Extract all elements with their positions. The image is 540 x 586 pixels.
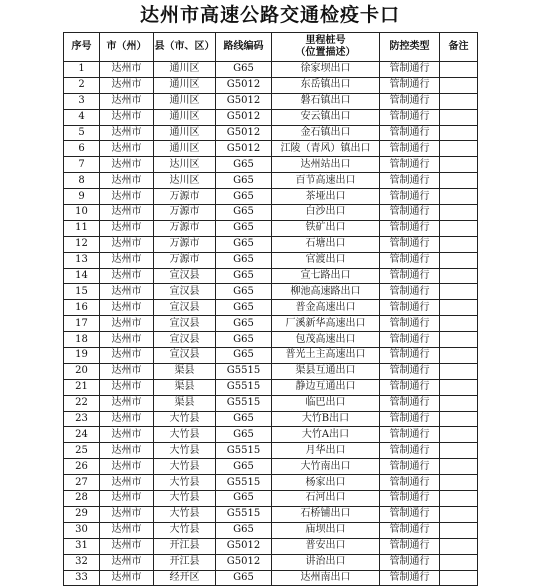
cell-no: 13 xyxy=(64,252,100,268)
cell-no: 11 xyxy=(64,220,100,236)
cell-control-type: 管制通行 xyxy=(380,554,440,570)
cell-location: 讲治出口 xyxy=(272,554,380,570)
cell-city: 达州市 xyxy=(100,538,154,554)
cell-control-type: 管制通行 xyxy=(380,459,440,475)
cell-county: 大竹县 xyxy=(154,491,216,507)
cell-control-type: 管制通行 xyxy=(380,300,440,316)
cell-city: 达州市 xyxy=(100,379,154,395)
cell-route: G65 xyxy=(216,62,272,78)
cell-note xyxy=(440,141,478,157)
cell-route: G5012 xyxy=(216,554,272,570)
cell-route: G65 xyxy=(216,316,272,332)
cell-location: 官渡出口 xyxy=(272,252,380,268)
cell-note xyxy=(440,125,478,141)
cell-note xyxy=(440,554,478,570)
cell-location: 磐石镇出口 xyxy=(272,93,380,109)
cell-control-type: 管制通行 xyxy=(380,522,440,538)
header-note: 备注 xyxy=(440,33,478,62)
table-row xyxy=(64,109,478,125)
cell-control-type: 管制通行 xyxy=(380,220,440,236)
cell-no: 14 xyxy=(64,268,100,284)
cell-no: 23 xyxy=(64,411,100,427)
cell-city: 达州市 xyxy=(100,77,154,93)
cell-city: 达州市 xyxy=(100,252,154,268)
table-row xyxy=(64,284,478,300)
cell-city: 达州市 xyxy=(100,268,154,284)
cell-location: 石桥铺出口 xyxy=(272,506,380,522)
cell-note xyxy=(440,332,478,348)
cell-no: 26 xyxy=(64,459,100,475)
cell-control-type: 管制通行 xyxy=(380,205,440,221)
cell-note xyxy=(440,77,478,93)
table-row xyxy=(64,189,478,205)
cell-note xyxy=(440,506,478,522)
cell-note xyxy=(440,316,478,332)
cell-note xyxy=(440,157,478,173)
cell-note xyxy=(440,189,478,205)
page-title: 达州市高速公路交通检疫卡口 xyxy=(139,4,400,26)
header-county: 县（市、区） xyxy=(154,33,216,62)
cell-note xyxy=(440,109,478,125)
table-row xyxy=(64,379,478,395)
table-row xyxy=(64,316,478,332)
cell-control-type: 管制通行 xyxy=(380,379,440,395)
table-row xyxy=(64,475,478,491)
table-body xyxy=(64,62,478,586)
cell-control-type: 管制通行 xyxy=(380,395,440,411)
cell-route: G5515 xyxy=(216,506,272,522)
table-row xyxy=(64,554,478,570)
cell-control-type: 管制通行 xyxy=(380,363,440,379)
cell-location: 白沙出口 xyxy=(272,205,380,221)
cell-no: 2 xyxy=(64,77,100,93)
checkpoint-table xyxy=(63,32,478,586)
cell-county: 大竹县 xyxy=(154,522,216,538)
cell-no: 7 xyxy=(64,157,100,173)
cell-control-type: 管制通行 xyxy=(380,268,440,284)
cell-location: 宣七路出口 xyxy=(272,268,380,284)
cell-control-type: 管制通行 xyxy=(380,538,440,554)
cell-route: G5012 xyxy=(216,77,272,93)
cell-no: 33 xyxy=(64,570,100,586)
cell-city: 达州市 xyxy=(100,173,154,189)
cell-note xyxy=(440,268,478,284)
table-row xyxy=(64,141,478,157)
cell-county: 达川区 xyxy=(154,157,216,173)
cell-route: G5012 xyxy=(216,125,272,141)
header-no: 序号 xyxy=(64,33,100,62)
cell-control-type: 管制通行 xyxy=(380,491,440,507)
cell-route: G65 xyxy=(216,522,272,538)
cell-county: 通川区 xyxy=(154,77,216,93)
cell-route: G5515 xyxy=(216,363,272,379)
cell-control-type: 管制通行 xyxy=(380,252,440,268)
cell-route: G5515 xyxy=(216,443,272,459)
cell-no: 3 xyxy=(64,93,100,109)
cell-county: 宣汉县 xyxy=(154,284,216,300)
cell-note xyxy=(440,284,478,300)
cell-county: 宣汉县 xyxy=(154,316,216,332)
table-row xyxy=(64,411,478,427)
cell-note xyxy=(440,570,478,586)
cell-city: 达州市 xyxy=(100,459,154,475)
cell-no: 28 xyxy=(64,491,100,507)
cell-location: 大竹A出口 xyxy=(272,427,380,443)
header-row xyxy=(64,33,478,62)
cell-route: G65 xyxy=(216,205,272,221)
cell-location: 大竹B出口 xyxy=(272,411,380,427)
cell-note xyxy=(440,93,478,109)
cell-route: G5515 xyxy=(216,379,272,395)
table-row xyxy=(64,395,478,411)
cell-county: 宣汉县 xyxy=(154,300,216,316)
table-row xyxy=(64,236,478,252)
table-row xyxy=(64,506,478,522)
cell-note xyxy=(440,443,478,459)
table-row xyxy=(64,268,478,284)
cell-city: 达州市 xyxy=(100,236,154,252)
cell-note xyxy=(440,538,478,554)
table-row xyxy=(64,427,478,443)
cell-city: 达州市 xyxy=(100,363,154,379)
cell-county: 万源市 xyxy=(154,205,216,221)
cell-county: 达川区 xyxy=(154,173,216,189)
cell-county: 通川区 xyxy=(154,141,216,157)
cell-control-type: 管制通行 xyxy=(380,443,440,459)
table-row xyxy=(64,443,478,459)
cell-control-type: 管制通行 xyxy=(380,411,440,427)
cell-location: 石河出口 xyxy=(272,491,380,507)
cell-route: G65 xyxy=(216,300,272,316)
cell-location: 普安出口 xyxy=(272,538,380,554)
cell-county: 渠县 xyxy=(154,363,216,379)
table-header xyxy=(64,33,478,62)
cell-county: 通川区 xyxy=(154,125,216,141)
cell-note xyxy=(440,522,478,538)
cell-route: G5012 xyxy=(216,141,272,157)
cell-no: 17 xyxy=(64,316,100,332)
cell-location: 铁矿出口 xyxy=(272,220,380,236)
cell-note xyxy=(440,205,478,221)
cell-city: 达州市 xyxy=(100,411,154,427)
header-location-line1: 里程桩号 xyxy=(305,35,346,46)
cell-city: 达州市 xyxy=(100,109,154,125)
cell-note xyxy=(440,395,478,411)
cell-city: 达州市 xyxy=(100,300,154,316)
cell-no: 22 xyxy=(64,395,100,411)
cell-location: 达州站出口 xyxy=(272,157,380,173)
cell-control-type: 管制通行 xyxy=(380,62,440,78)
cell-no: 4 xyxy=(64,109,100,125)
cell-location: 临巴出口 xyxy=(272,395,380,411)
cell-route: G65 xyxy=(216,284,272,300)
cell-control-type: 管制通行 xyxy=(380,141,440,157)
cell-county: 大竹县 xyxy=(154,427,216,443)
cell-note xyxy=(440,173,478,189)
cell-note xyxy=(440,220,478,236)
cell-no: 10 xyxy=(64,205,100,221)
cell-no: 20 xyxy=(64,363,100,379)
cell-county: 大竹县 xyxy=(154,475,216,491)
cell-note xyxy=(440,300,478,316)
cell-city: 达州市 xyxy=(100,189,154,205)
cell-no: 12 xyxy=(64,236,100,252)
cell-note xyxy=(440,379,478,395)
cell-city: 达州市 xyxy=(100,443,154,459)
cell-city: 达州市 xyxy=(100,475,154,491)
cell-city: 达州市 xyxy=(100,395,154,411)
cell-route: G5012 xyxy=(216,538,272,554)
table-row xyxy=(64,491,478,507)
table-row xyxy=(64,125,478,141)
cell-county: 开江县 xyxy=(154,538,216,554)
cell-control-type: 管制通行 xyxy=(380,570,440,586)
cell-city: 达州市 xyxy=(100,427,154,443)
cell-note xyxy=(440,475,478,491)
cell-county: 大竹县 xyxy=(154,459,216,475)
cell-city: 达州市 xyxy=(100,554,154,570)
cell-control-type: 管制通行 xyxy=(380,157,440,173)
cell-route: G65 xyxy=(216,236,272,252)
cell-county: 宣汉县 xyxy=(154,332,216,348)
cell-county: 通川区 xyxy=(154,93,216,109)
cell-no: 29 xyxy=(64,506,100,522)
cell-no: 25 xyxy=(64,443,100,459)
cell-location: 普光土主高速出口 xyxy=(272,348,380,364)
cell-route: G5012 xyxy=(216,109,272,125)
cell-control-type: 管制通行 xyxy=(380,77,440,93)
cell-no: 6 xyxy=(64,141,100,157)
cell-city: 达州市 xyxy=(100,62,154,78)
cell-city: 达州市 xyxy=(100,316,154,332)
table-row xyxy=(64,363,478,379)
cell-note xyxy=(440,427,478,443)
cell-route: G65 xyxy=(216,157,272,173)
cell-route: G5012 xyxy=(216,93,272,109)
cell-location: 庙坝出口 xyxy=(272,522,380,538)
cell-no: 18 xyxy=(64,332,100,348)
cell-location: 大竹南出口 xyxy=(272,459,380,475)
cell-location: 柳池高速路出口 xyxy=(272,284,380,300)
cell-control-type: 管制通行 xyxy=(380,236,440,252)
cell-county: 万源市 xyxy=(154,252,216,268)
cell-county: 经开区 xyxy=(154,570,216,586)
cell-control-type: 管制通行 xyxy=(380,332,440,348)
table-row xyxy=(64,300,478,316)
cell-route: G5515 xyxy=(216,475,272,491)
cell-no: 19 xyxy=(64,348,100,364)
cell-no: 9 xyxy=(64,189,100,205)
table-row xyxy=(64,173,478,189)
cell-route: G65 xyxy=(216,252,272,268)
cell-route: G65 xyxy=(216,491,272,507)
table-row xyxy=(64,570,478,586)
cell-county: 渠县 xyxy=(154,379,216,395)
cell-county: 开江县 xyxy=(154,554,216,570)
table-row xyxy=(64,332,478,348)
cell-county: 通川区 xyxy=(154,109,216,125)
cell-no: 30 xyxy=(64,522,100,538)
cell-route: G65 xyxy=(216,427,272,443)
cell-location: 月华出口 xyxy=(272,443,380,459)
cell-route: G65 xyxy=(216,459,272,475)
cell-no: 21 xyxy=(64,379,100,395)
cell-city: 达州市 xyxy=(100,125,154,141)
cell-location: 茶垭出口 xyxy=(272,189,380,205)
cell-route: G65 xyxy=(216,570,272,586)
cell-no: 24 xyxy=(64,427,100,443)
cell-note xyxy=(440,62,478,78)
cell-location: 渠县互通出口 xyxy=(272,363,380,379)
cell-location: 包茂高速出口 xyxy=(272,332,380,348)
cell-route: G65 xyxy=(216,268,272,284)
cell-no: 32 xyxy=(64,554,100,570)
table-row xyxy=(64,538,478,554)
cell-location: 静边互通出口 xyxy=(272,379,380,395)
cell-note xyxy=(440,348,478,364)
cell-city: 达州市 xyxy=(100,506,154,522)
cell-city: 达州市 xyxy=(100,348,154,364)
cell-city: 达州市 xyxy=(100,570,154,586)
header-control-type: 防控类型 xyxy=(380,33,440,62)
cell-note xyxy=(440,491,478,507)
cell-county: 大竹县 xyxy=(154,411,216,427)
cell-county: 渠县 xyxy=(154,395,216,411)
cell-no: 1 xyxy=(64,62,100,78)
cell-location: 达州南出口 xyxy=(272,570,380,586)
cell-route: G65 xyxy=(216,332,272,348)
cell-county: 万源市 xyxy=(154,220,216,236)
header-location xyxy=(272,33,380,62)
table-row xyxy=(64,77,478,93)
cell-note xyxy=(440,236,478,252)
cell-location: 厂溪新华高速出口 xyxy=(272,316,380,332)
table-row xyxy=(64,220,478,236)
cell-no: 15 xyxy=(64,284,100,300)
cell-location: 徐家坝出口 xyxy=(272,62,380,78)
cell-location: 普金高速出口 xyxy=(272,300,380,316)
cell-county: 大竹县 xyxy=(154,443,216,459)
cell-control-type: 管制通行 xyxy=(380,125,440,141)
cell-no: 31 xyxy=(64,538,100,554)
table-row xyxy=(64,157,478,173)
cell-route: G5515 xyxy=(216,395,272,411)
cell-no: 16 xyxy=(64,300,100,316)
cell-city: 达州市 xyxy=(100,522,154,538)
cell-note xyxy=(440,252,478,268)
table-row xyxy=(64,348,478,364)
table-row xyxy=(64,459,478,475)
cell-city: 达州市 xyxy=(100,491,154,507)
cell-route: G65 xyxy=(216,220,272,236)
cell-county: 宣汉县 xyxy=(154,268,216,284)
cell-route: G65 xyxy=(216,173,272,189)
cell-county: 万源市 xyxy=(154,189,216,205)
cell-note xyxy=(440,459,478,475)
cell-control-type: 管制通行 xyxy=(380,506,440,522)
cell-location: 杨家出口 xyxy=(272,475,380,491)
cell-location: 江陵（青风）镇出口 xyxy=(272,141,380,157)
cell-control-type: 管制通行 xyxy=(380,316,440,332)
cell-city: 达州市 xyxy=(100,220,154,236)
cell-control-type: 管制通行 xyxy=(380,348,440,364)
cell-location: 金石镇出口 xyxy=(272,125,380,141)
header-city: 市（州） xyxy=(100,33,154,62)
cell-location: 安云镇出口 xyxy=(272,109,380,125)
header-route: 路线编码 xyxy=(216,33,272,62)
cell-location: 百节高速出口 xyxy=(272,173,380,189)
cell-note xyxy=(440,411,478,427)
table-row xyxy=(64,93,478,109)
table-row xyxy=(64,205,478,221)
cell-city: 达州市 xyxy=(100,284,154,300)
cell-route: G65 xyxy=(216,189,272,205)
cell-city: 达州市 xyxy=(100,332,154,348)
table-row xyxy=(64,522,478,538)
cell-route: G65 xyxy=(216,348,272,364)
cell-control-type: 管制通行 xyxy=(380,173,440,189)
cell-location: 东岳镇出口 xyxy=(272,77,380,93)
header-location-line2: （位置描述） xyxy=(295,47,356,58)
cell-city: 达州市 xyxy=(100,141,154,157)
cell-no: 8 xyxy=(64,173,100,189)
table-row xyxy=(64,252,478,268)
cell-control-type: 管制通行 xyxy=(380,109,440,125)
cell-note xyxy=(440,363,478,379)
cell-control-type: 管制通行 xyxy=(380,284,440,300)
cell-city: 达州市 xyxy=(100,205,154,221)
table-row xyxy=(64,62,478,78)
cell-route: G65 xyxy=(216,411,272,427)
cell-control-type: 管制通行 xyxy=(380,93,440,109)
cell-control-type: 管制通行 xyxy=(380,475,440,491)
cell-no: 5 xyxy=(64,125,100,141)
cell-city: 达州市 xyxy=(100,93,154,109)
cell-city: 达州市 xyxy=(100,157,154,173)
cell-county: 通川区 xyxy=(154,62,216,78)
cell-county: 宣汉县 xyxy=(154,348,216,364)
cell-no: 27 xyxy=(64,475,100,491)
cell-county: 万源市 xyxy=(154,236,216,252)
cell-county: 大竹县 xyxy=(154,506,216,522)
cell-control-type: 管制通行 xyxy=(380,189,440,205)
cell-control-type: 管制通行 xyxy=(380,427,440,443)
cell-location: 石塘出口 xyxy=(272,236,380,252)
